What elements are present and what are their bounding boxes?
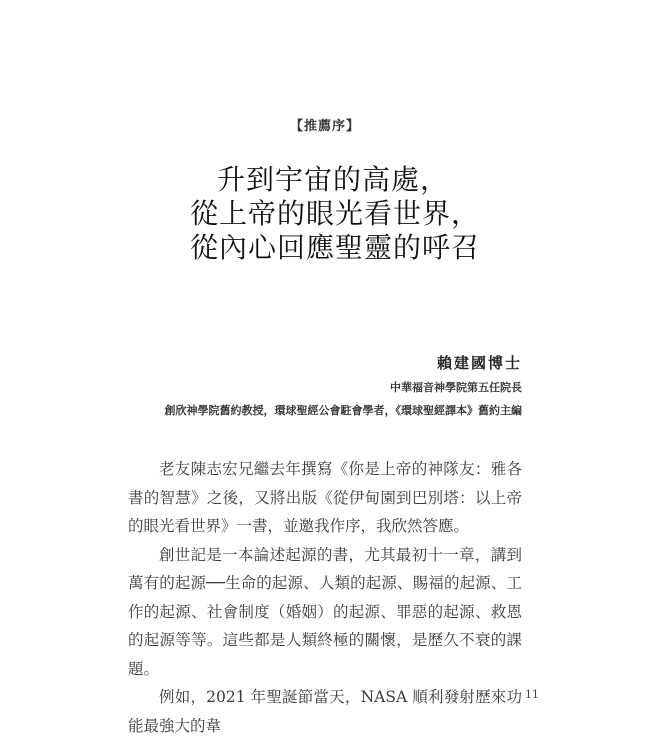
author-title: 中華福音神學院第五任院長 <box>390 381 522 394</box>
section-label: 【推薦序】 <box>289 119 360 134</box>
body-text <box>128 455 522 740</box>
title-line-2: 從上帝的眼光看世界， <box>190 197 481 230</box>
page-number: 11 <box>525 688 539 701</box>
author-name: 賴建國博士 <box>436 354 522 372</box>
paragraph-1: 老友陳志宏兄繼去年撰寫《你是上帝的神隊友：雅各書的智慧》之後，又將出版《從伊甸園到巴別塔：以上帝的眼光看世界》一書，並邀我作序，我欣然答應。 <box>128 460 522 535</box>
author-block <box>390 352 522 395</box>
title-line-3: 從內心回應聖靈的呼召 <box>190 231 481 264</box>
paragraph-3: 例如，2021 年聖誕節當天，NASA 順利發射歷來功能最強大的韋 <box>128 688 522 735</box>
paragraph-2: 創世記是一本論述起源的書，尤其最初十一章，講到萬有的起源──生命的起源、人類的起源、賜福的起源、工作的起源、社會制度（婚姻）的起源、罪惡的起源、救恩的起源等等。這些都是人類終極的關懷，是歷久不衰的課題。 <box>128 545 522 678</box>
title-line-1: 升到宇宙的高處， <box>217 163 450 196</box>
page-title <box>190 163 480 265</box>
author-roles: 創欣神學院舊約教授，環球聖經公會駐會學者，《環球聖經譯本》舊約主編 <box>164 404 522 417</box>
